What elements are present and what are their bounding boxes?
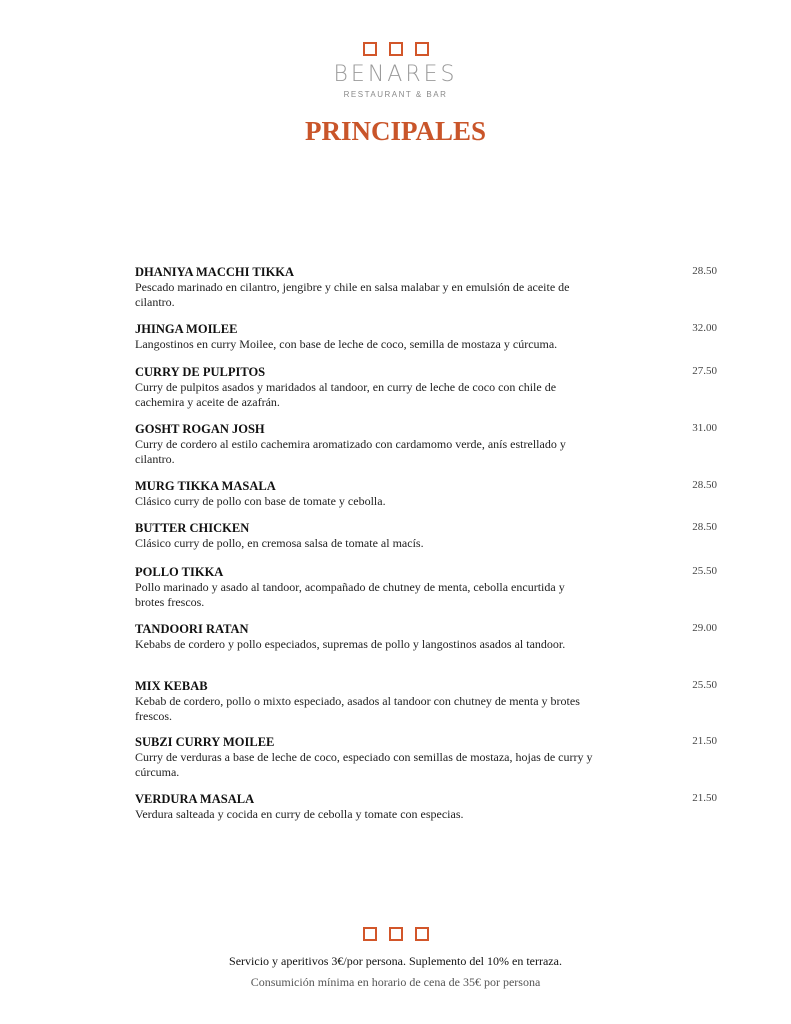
item-price: 25.50 xyxy=(692,565,717,577)
item-name: POLLO TIKKA xyxy=(135,565,224,579)
item-description: Verdura salteada y cocida en curry de cebolla y tomate con especias. xyxy=(135,807,464,821)
item-price: 21.50 xyxy=(692,792,717,804)
menu-item xyxy=(135,365,717,410)
section-title: PRINCIPALES xyxy=(304,116,487,146)
item-description: Langostinos en curry Moilee, con base de leche de coco, semilla de mostaza y cúrcuma. xyxy=(135,337,558,351)
item-name: MURG TIKKA MASALA xyxy=(135,479,276,493)
logo-squares-icon xyxy=(0,42,791,56)
menu-item xyxy=(135,735,717,780)
item-price: 28.50 xyxy=(692,479,717,491)
brand-subtitle: RESTAURANT & BAR xyxy=(343,90,448,99)
menu-item xyxy=(135,622,717,652)
item-price: 31.00 xyxy=(692,422,717,434)
menu-item xyxy=(135,479,717,509)
item-price: 25.50 xyxy=(692,679,717,691)
item-price: 29.00 xyxy=(692,622,717,634)
item-price: 21.50 xyxy=(692,735,717,747)
item-name: DHANIYA MACCHI TIKKA xyxy=(135,265,295,279)
item-description: Curry de pulpitos asados y maridados al tandoor, en curry de leche de coco con chile de cachemira y aceite de azafrán. xyxy=(135,380,557,409)
item-name: SUBZI CURRY MOILEE xyxy=(135,735,275,749)
item-price: 28.50 xyxy=(692,521,717,533)
menu-item xyxy=(135,565,717,610)
item-description: Clásico curry de pollo, en cremosa salsa de tomate al macís. xyxy=(135,536,424,550)
brand-name: BENARES xyxy=(333,62,458,87)
footer-squares-icon xyxy=(0,927,791,941)
footer-note-minimum: Consumición mínima en horario de cena de 35€ por persona xyxy=(250,975,541,989)
item-price: 28.50 xyxy=(692,265,717,277)
item-name: BUTTER CHICKEN xyxy=(135,521,250,535)
item-description: Kebabs de cordero y pollo especiados, supremas de pollo y langostinos asados al tandoor. xyxy=(135,637,566,651)
footer-note-service: Servicio y aperitivos 3€/por persona. Suplemento del 10% en terraza. xyxy=(229,954,562,968)
item-name: MIX KEBAB xyxy=(135,679,208,693)
item-description: Kebab de cordero, pollo o mixto especiado, asados al tandoor con chutney de menta y brotes frescos. xyxy=(135,694,580,723)
menu-item xyxy=(135,521,717,551)
menu-item xyxy=(135,265,717,310)
item-price: 32.00 xyxy=(692,322,717,334)
item-name: VERDURA MASALA xyxy=(135,792,255,806)
menu-item xyxy=(135,792,717,822)
item-name: GOSHT ROGAN JOSH xyxy=(135,422,265,436)
item-name: TANDOORI RATAN xyxy=(135,622,249,636)
menu-item xyxy=(135,322,717,352)
menu-item xyxy=(135,679,717,724)
item-price: 27.50 xyxy=(692,365,717,377)
item-description: Pescado marinado en cilantro, jengibre y chile en salsa malabar y en emulsión de aceite de cilantro. xyxy=(135,280,570,309)
menu-item xyxy=(135,422,717,467)
item-description: Pollo marinado y asado al tandoor, acompañado de chutney de menta, cebolla encurtida y brotes frescos. xyxy=(135,580,565,609)
item-description: Curry de verduras a base de leche de coco, especiado con semillas de mostaza, hojas de curry y cúrcuma. xyxy=(135,750,593,779)
item-name: CURRY DE PULPITOS xyxy=(135,365,266,379)
item-description: Curry de cordero al estilo cachemira aromatizado con cardamomo verde, anís estrellado y cilantro. xyxy=(135,437,566,466)
item-description: Clásico curry de pollo con base de tomate y cebolla. xyxy=(135,494,386,508)
item-name: JHINGA MOILEE xyxy=(135,322,238,336)
